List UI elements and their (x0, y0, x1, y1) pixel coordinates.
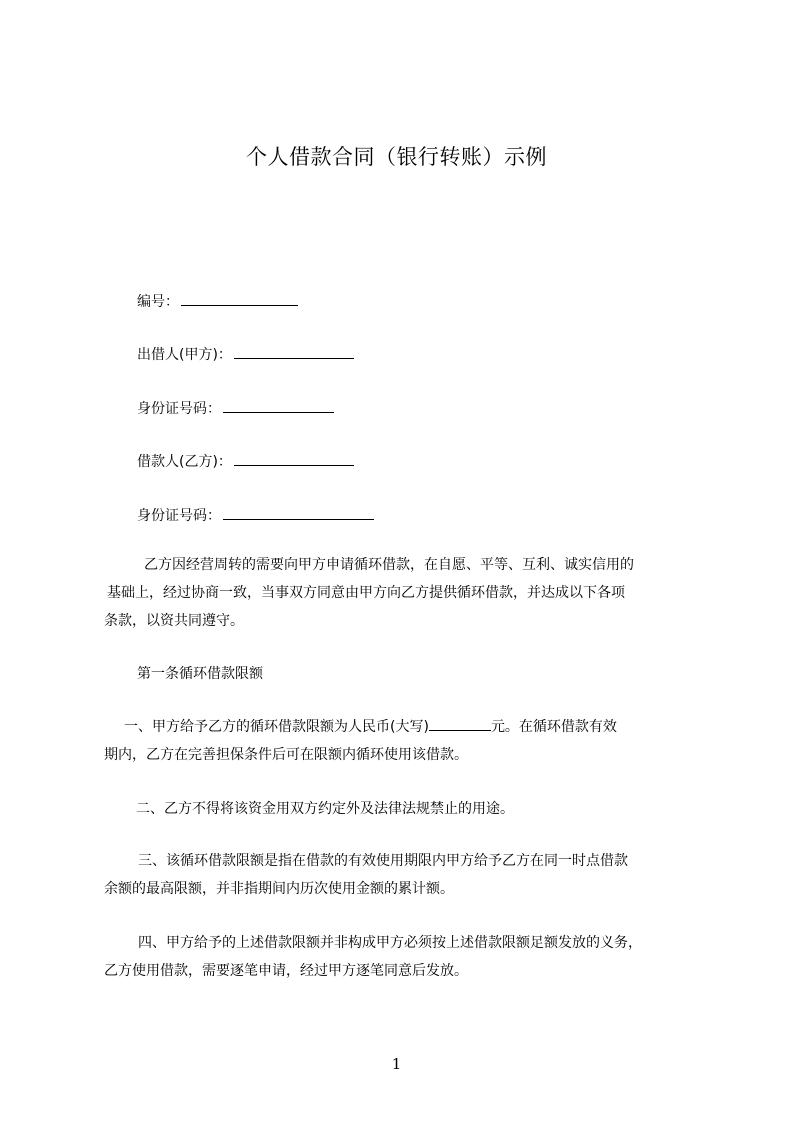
clause-1-text-after: 元。在循环借款有效 (490, 719, 617, 735)
lender-id-blank (223, 398, 334, 413)
contract-number-label: 编号： (137, 294, 179, 310)
article-heading: 第一条循环借款限额 (137, 666, 263, 682)
amount-blank (429, 716, 491, 731)
clause-2-line1: 二、乙方不得将该资金用双方约定外及法律法规禁止的用途。 (136, 801, 514, 817)
page-number: 1 (391, 1055, 402, 1073)
lender-field (137, 344, 354, 364)
borrower-id-field (137, 505, 374, 525)
intro-line: 基础上，经过协商一致，当事双方同意由甲方向乙方提供循环借款，并达成以下各项 (107, 585, 625, 601)
lender-id-label: 身份证号码： (137, 401, 221, 417)
clause-3 (104, 847, 704, 903)
clause-3-line1: 三、该循环借款限额是指在借款的有效使用期限内甲方给予乙方在同一时点借款 (138, 853, 628, 869)
borrower-label: 借款人(乙方)： (137, 454, 232, 470)
contract-number-field (137, 291, 298, 311)
clause-4 (104, 929, 704, 985)
clause-1 (104, 713, 704, 769)
intro-line: 乙方因经营周转的需要向甲方申请循环借款，在自愿、平等、互利、诚实信用的 (144, 557, 634, 573)
borrower-blank (234, 451, 354, 466)
clause-2 (104, 795, 704, 823)
contract-number-blank (181, 291, 298, 306)
borrower-field (137, 451, 354, 471)
clause-4-line1: 四、甲方给予的上述借款限额并非构成甲方必须按上述借款限额足额发放的义务， (138, 935, 642, 951)
borrower-id-label: 身份证号码： (137, 508, 221, 524)
clause-3-line2: 余额的最高限额，并非指期间内历次使用金额的累计额。 (104, 881, 454, 897)
lender-label: 出借人(甲方)： (137, 347, 232, 363)
lender-id-field (137, 398, 334, 418)
clause-1-line2: 期内，乙方在完善担保条件后可在限额内循环使用该借款。 (104, 747, 468, 763)
intro-paragraph (104, 551, 704, 635)
clause-1-line1 (104, 713, 704, 741)
borrower-id-blank (223, 505, 374, 520)
clause-4-line2: 乙方使用借款，需要逐笔申请，经过甲方逐笔同意后发放。 (104, 963, 468, 979)
lender-blank (234, 344, 354, 359)
intro-line: 条款，以资共同遵守。 (104, 613, 244, 629)
clause-1-text-before: 一、甲方给予乙方的循环借款限额为人民币(大写) (124, 719, 429, 735)
document-title: 个人借款合同（银行转账）示例 (246, 145, 547, 169)
